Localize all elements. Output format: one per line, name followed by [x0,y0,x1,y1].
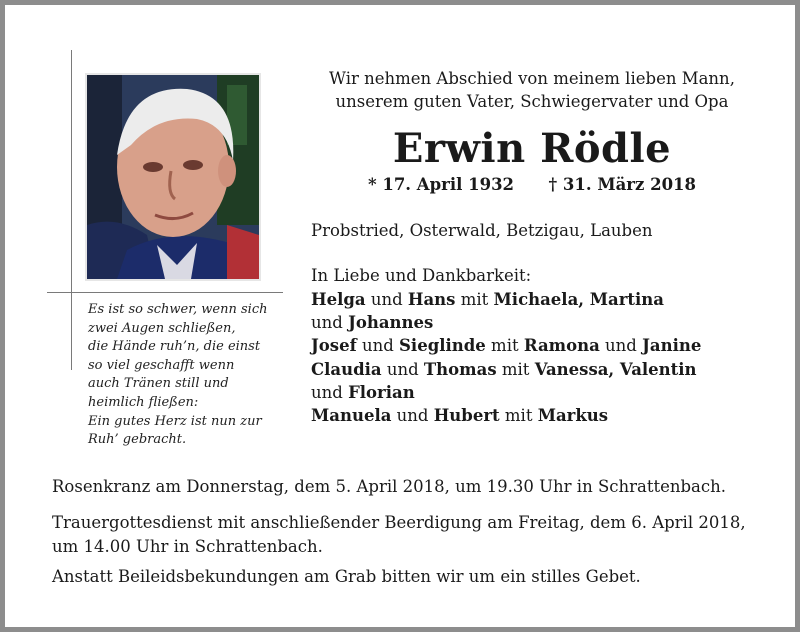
deceased-name: Erwin Rödle [392,125,672,172]
family-line [311,381,781,404]
vertical-rule [71,50,72,370]
family-member-name: Michaela, Martina [493,290,664,309]
poem-line: Ruh’ gebracht. [88,432,187,448]
funeral-line: um 14.00 Uhr in Schrattenbach. [52,537,323,556]
family-line [311,404,781,427]
funeral-line: Trauergottesdienst mit anschließender Beerdigung am Freitag, dem 6. April 2018, [52,513,746,532]
places: Probstried, Osterwald, Betzigau, Lauben [311,221,653,240]
family-member-name: Johannes [348,313,434,333]
family-connector: und [311,382,349,402]
family-member-name: Hubert [433,406,500,426]
family-line [311,311,781,334]
family-member-name: Florian [348,382,415,402]
poem [88,301,288,450]
family-connector: mit [455,290,494,309]
portrait-photo [85,73,261,281]
family-member-name: Janine [642,336,702,356]
life-dates [287,174,777,196]
family-connector: und [391,406,434,426]
portrait-photo-icon [87,75,259,279]
family-list [311,288,781,427]
family-member-name: Markus [537,406,609,426]
farewell-intro [287,67,777,113]
family-connector: und [356,336,400,356]
family-connector: und [365,290,408,309]
condolence-request: Anstatt Beileidsbekundungen am Grab bitten wir um ein stilles Gebet. [52,567,641,586]
poem-line: heimlich fließen: [88,394,199,410]
poem-line: so viel geschafft wenn [88,357,235,373]
poem-line: zwei Augen schließen, [88,320,236,336]
death-date: † 31. März 2018 [548,175,697,194]
birth-date: * 17. April 1932 [367,175,515,194]
family-member-name: Ramona [523,336,600,356]
family-member-name: Claudia [311,359,382,379]
family-member-name: Helga [311,290,366,309]
family-connector: mit [499,406,538,426]
family-connector: mit [485,336,524,356]
family-member-name: Josef [311,336,357,356]
family-line [311,334,781,357]
poem-line: die Hände ruh’n, die einst [88,339,261,355]
family-member-name: Hans [407,290,456,309]
family-line [311,358,781,381]
family-title: In Liebe und Dankbarkeit: [311,266,532,285]
intro-line: Wir nehmen Abschied von meinem lieben Mann, [329,69,735,88]
poem-line: Es ist so schwer, wenn sich [88,302,268,317]
family-connector: mit [496,359,535,379]
obituary-card [5,5,795,627]
family-member-name: Thomas [423,359,497,379]
poem-line: auch Tränen still und [88,376,229,392]
horizontal-rule [47,292,283,293]
rosary-notice: Rosenkranz am Donnerstag, dem 5. April 2018, um 19.30 Uhr in Schrattenbach. [52,477,727,496]
funeral-notice [52,511,772,559]
family-line [311,288,781,311]
family-connector: und [381,359,424,379]
family-connector: und [311,313,349,333]
family-connector: und [599,336,643,356]
intro-line: unserem guten Vater, Schwiegervater und Opa [335,92,729,111]
poem-line: Ein gutes Herz ist nun zur [88,413,262,429]
family-member-name: Vanessa, Valentin [534,359,697,379]
family-member-name: Sieglinde [399,336,486,356]
family-member-name: Manuela [311,406,392,426]
